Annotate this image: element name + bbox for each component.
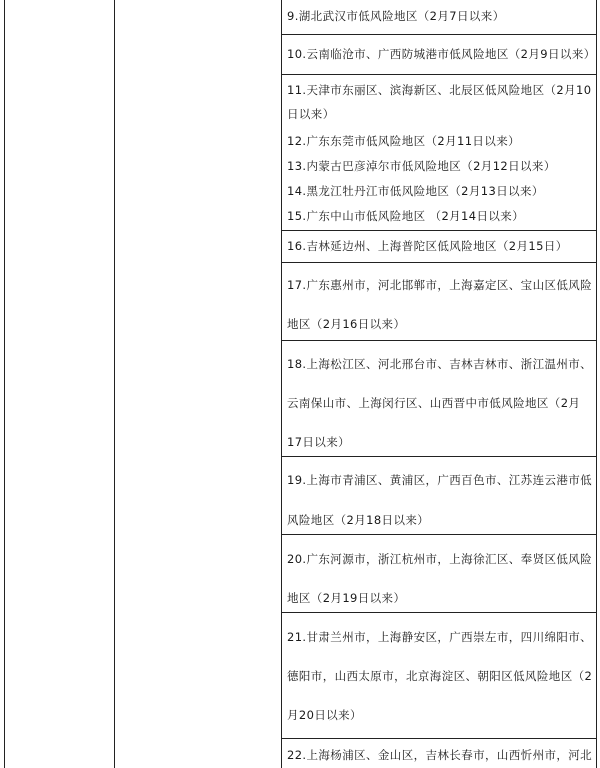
table-column-divider-2 [281, 0, 282, 768]
row-divider [281, 262, 597, 263]
row-divider [281, 34, 597, 35]
region-line: 17.广东惠州市，河北邯郸市，上海嘉定区、宝山区低风险 [287, 278, 593, 292]
region-line: 德阳市，山西太原市，北京海淀区、朝阳区低风险地区（2 [287, 669, 593, 683]
row-divider [281, 738, 597, 739]
region-line: 20.广东河源市，浙江杭州市，上海徐汇区、奉贤区低风险 [287, 552, 593, 566]
region-line: 地区（2月16日以来） [287, 317, 406, 331]
region-line: 9.湖北武汉市低风险地区（2月7日以来） [287, 9, 505, 23]
region-line: 11.天津市东丽区、滨海新区、北辰区低风险地区（2月10 [287, 83, 592, 97]
row-divider [281, 74, 597, 75]
region-line: 18.上海松江区、河北邢台市、吉林吉林市、浙江温州市、 [287, 357, 593, 371]
region-line: 月20日以来） [287, 708, 362, 722]
row-divider [281, 612, 597, 613]
region-line: 15.广东中山市低风险地区 （2月14日以来） [287, 209, 525, 223]
table-column-divider-1 [114, 0, 115, 768]
region-line: 日以来） [287, 107, 335, 121]
region-line: 13.内蒙古巴彦淖尔市低风险地区（2月12日以来） [287, 159, 556, 173]
region-line: 地区（2月19日以来） [287, 591, 406, 605]
row-divider [281, 456, 597, 457]
region-line: 12.广东东莞市低风险地区（2月11日以来） [287, 134, 521, 148]
region-line: 14.黑龙江牡丹江市低风险地区（2月13日以来） [287, 184, 544, 198]
region-line: 风险地区（2月18日以来） [287, 513, 430, 527]
region-line: 云南保山市、上海闵行区、山西晋中市低风险地区（2月 [287, 396, 581, 410]
row-divider [281, 340, 597, 341]
region-line: 10.云南临沧市、广西防城港市低风险地区（2月9日以来） [287, 47, 596, 61]
region-line: 16.吉林延边州、上海普陀区低风险地区（2月15日） [287, 239, 568, 253]
region-line: 19.上海市青浦区、黄浦区，广西百色市、江苏连云港市低 [287, 473, 593, 487]
region-line: 17日以来） [287, 435, 351, 449]
row-divider [281, 534, 597, 535]
table-border-right [596, 0, 597, 768]
table-border-left [4, 0, 5, 768]
region-line: 21.甘肃兰州市，上海静安区，广西崇左市，四川绵阳市、 [287, 630, 593, 644]
region-line: 22.上海杨浦区、金山区，吉林长春市，山西忻州市，河北 [287, 748, 593, 762]
row-divider [281, 230, 597, 231]
